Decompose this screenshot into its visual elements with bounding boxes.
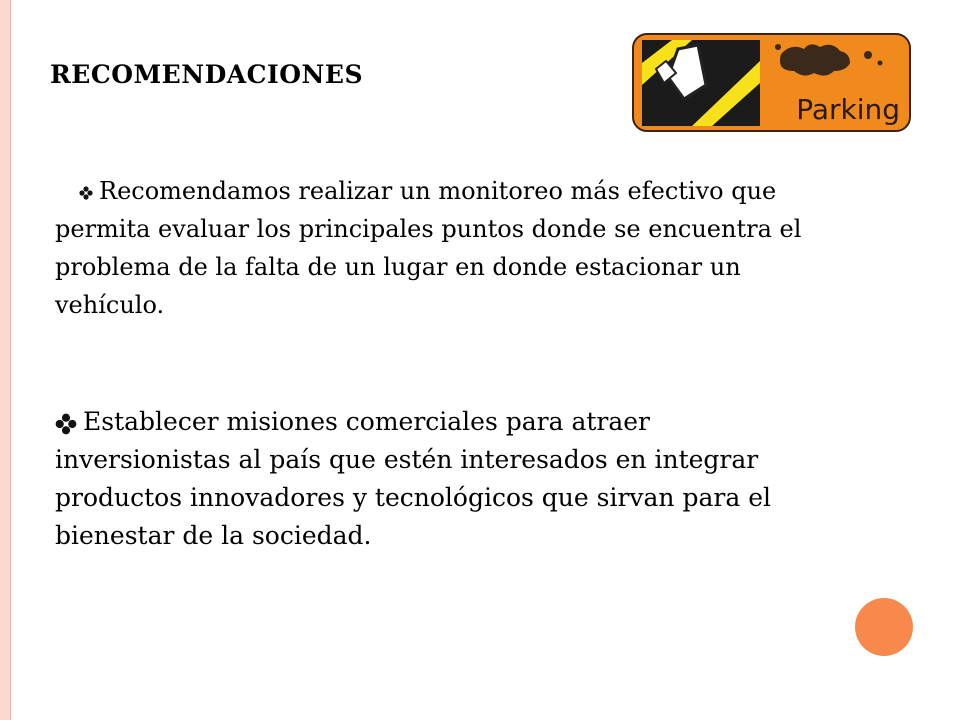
right-frame-border [917, 0, 960, 720]
diamond-bullet-icon [55, 413, 77, 435]
bullet-text: Recomendamos realizar un monitoreo más efectivo que permita evaluar los principales puntos donde se encuentra el problema de la falta de un lugar en donde estacionar un vehículo. [55, 177, 802, 319]
decorative-orange-circle [855, 598, 913, 656]
parking-logo-icon [632, 33, 911, 132]
bullet-item [55, 403, 815, 555]
left-frame-border [0, 0, 11, 720]
bullet-text: Establecer misiones comerciales para atraer inversionistas al país que estén interesados en integrar productos innovadores y tecnológicos que sirvan para el bienestar de la sociedad. [55, 407, 771, 550]
bullet-item [55, 172, 815, 324]
slide-title: RECOMENDACIONES [50, 60, 363, 89]
logo-text: Parking [796, 93, 900, 126]
diamond-bullet-icon [79, 186, 93, 200]
